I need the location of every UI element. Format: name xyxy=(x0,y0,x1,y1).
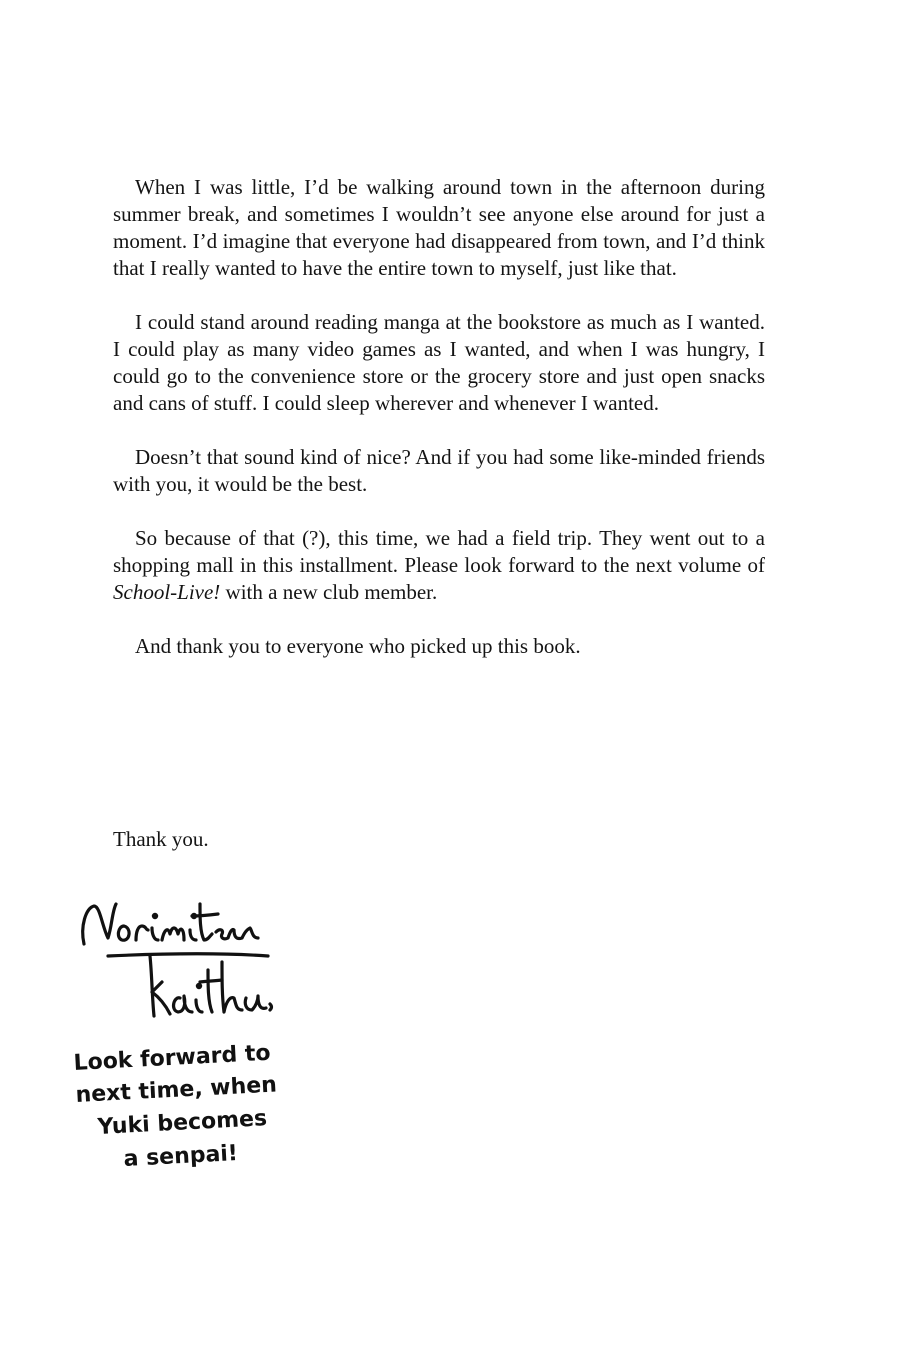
paragraph-2: I could stand around reading manga at the bookstore as much as I wanted. I could play as many video games as I wanted, and when I was hungry, I could go to the convenience store or the grocery store and just open snacks and cans of stuff. I could sleep wherever and whenever I wanted. xyxy=(113,310,765,415)
handnote-line-2: next time, when xyxy=(75,1072,278,1108)
handnote-line-1: Look forward to xyxy=(73,1040,272,1076)
paragraph-1: When I was little, I’d be walking around town in the afternoon during summer break, and sometimes I wouldn’t see anyone else around for just a moment. I’d imagine that everyone had disappeared from town, and I’d think that I really wanted to have the entire town to myself, just like that. xyxy=(113,175,765,280)
book-title: School-Live! xyxy=(113,580,221,604)
afterword-text xyxy=(113,174,765,687)
signature-drawing xyxy=(72,886,292,1036)
paragraph-4-before: So because of that (?), this time, we had a field trip. They went out to a shopping mall in this installment. Please look forward to the next volume of xyxy=(113,526,765,577)
handnote-drawing xyxy=(66,1040,306,1180)
paragraph-3: Doesn’t that sound kind of nice? And if you had some like-minded friends with you, it would be the best. xyxy=(113,445,765,496)
paragraph-5: And thank you to everyone who picked up this book. xyxy=(135,634,581,658)
paragraph-4-after: with a new club member. xyxy=(220,580,438,604)
handnote-line-4: a senpai! xyxy=(123,1141,239,1172)
handwritten-note xyxy=(66,1040,306,1180)
handnote-line-3: Yuki becomes xyxy=(97,1106,268,1140)
closing-line: Thank you. xyxy=(113,827,209,851)
paragraph-4 xyxy=(113,525,765,606)
handwritten-signature xyxy=(72,886,292,1036)
